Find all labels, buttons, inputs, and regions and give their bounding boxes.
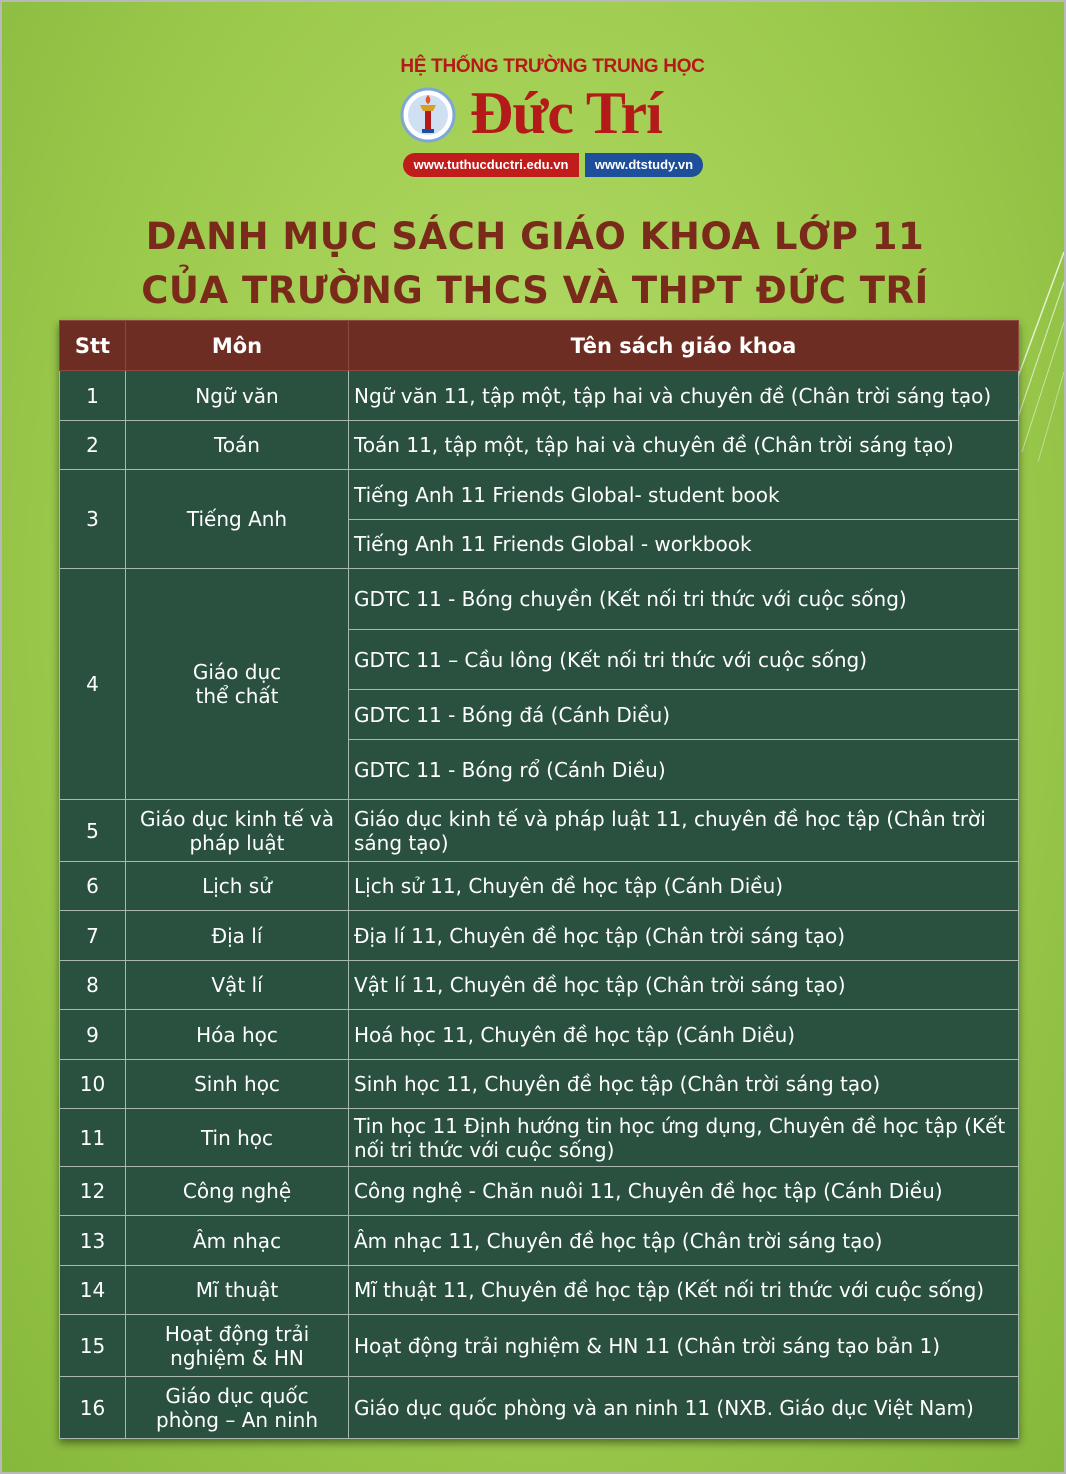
cell-stt: 3 [60,470,126,569]
cell-book: Giáo dục quốc phòng và an ninh 11 (NXB. Giáo dục Việt Nam) [349,1377,1019,1439]
cell-stt: 6 [60,862,126,911]
header-subject: Môn [126,321,349,371]
table-row [60,961,1019,1010]
cell-stt: 4 [60,569,126,800]
title-line-2: CỦA TRƯỜNG THCS VÀ THPT ĐỨC TRÍ [141,269,929,312]
subject-line: Giáo dục kinh tế và [139,806,335,831]
cell-subject [126,1377,349,1439]
logo-urls [403,153,703,177]
cell-book [349,800,1019,862]
cell-book: Âm nhạc 11, Chuyên đề học tập (Chân trời sáng tạo) [349,1216,1019,1266]
url-primary[interactable]: www.tuthucductri.edu.vn [403,153,579,177]
cell-book: GDTC 11 - Bóng đá (Cánh Diều) [349,690,1019,740]
cell-subject: Địa lí [126,911,349,961]
table-row [60,911,1019,961]
table-row [60,569,1019,630]
cell-stt: 9 [60,1010,126,1060]
cell-subject: Sinh học [126,1060,349,1109]
page-title [2,210,1066,318]
cell-subject: Toán [126,421,349,470]
table-row [60,1167,1019,1216]
cell-book: Hoá học 11, Chuyên đề học tập (Cánh Diều) [349,1010,1019,1060]
header-book: Tên sách giáo khoa [349,321,1019,371]
cell-stt: 13 [60,1216,126,1266]
table-row [60,1266,1019,1315]
subject-line: Giáo dục [192,660,282,684]
table-header-row [60,321,1019,371]
book-line: nối tri thức với cuộc sống) [354,1137,615,1162]
cell-stt: 14 [60,1266,126,1315]
subject-line: phòng – An ninh [156,1407,318,1432]
table-row [60,470,1019,520]
cell-book: Tiếng Anh 11 Friends Global- student book [349,470,1019,520]
table-row [60,421,1019,470]
cell-stt: 7 [60,911,126,961]
table-row [60,1060,1019,1109]
cell-subject [126,800,349,862]
book-line: sáng tạo) [354,830,449,855]
cell-book: Hoạt động trải nghiệm & HN 11 (Chân trời sáng tạo bản 1) [349,1315,1019,1377]
subject-line: Giáo dục quốc [165,1383,309,1408]
table-row [60,371,1019,421]
cell-subject: Hóa học [126,1010,349,1060]
cell-stt: 5 [60,800,126,862]
cell-book: GDTC 11 - Bóng rổ (Cánh Diều) [349,740,1019,800]
subject-line: Hoạt động trải [164,1321,310,1346]
book-line: Tin học 11 Định hướng tin học ứng dụng, Chuyên đề học tập (Kết [354,1113,1006,1138]
subject-line: thể chất [195,684,279,708]
cell-subject: Ngữ văn [126,371,349,421]
logo-school-name: Đức Trí [470,80,662,146]
cell-subject: Tin học [126,1109,349,1167]
cell-book: Mĩ thuật 11, Chuyên đề học tập (Kết nối tri thức với cuộc sống) [349,1266,1019,1315]
cell-subject: Vật lí [126,961,349,1010]
cell-book: Lịch sử 11, Chuyên đề học tập (Cánh Diều) [349,862,1019,911]
table-row [60,1010,1019,1060]
cell-book: Sinh học 11, Chuyên đề học tập (Chân trời sáng tạo) [349,1060,1019,1109]
header-stt: Stt [60,321,126,371]
cell-stt: 11 [60,1109,126,1167]
table-row [60,1377,1019,1439]
cell-stt: 16 [60,1377,126,1439]
table-row [60,1216,1019,1266]
book-line: Giáo dục kinh tế và pháp luật 11, chuyên đề học tập (Chân trời [354,806,986,831]
subject-line: nghiệm & HN [170,1345,304,1370]
cell-book: Ngữ văn 11, tập một, tập hai và chuyên đề (Chân trời sáng tạo) [349,371,1019,421]
cell-book: Công nghệ - Chăn nuôi 11, Chuyên đề học tập (Cánh Diều) [349,1167,1019,1216]
cell-stt: 1 [60,371,126,421]
cell-book: Toán 11, tập một, tập hai và chuyên đề (Chân trời sáng tạo) [349,421,1019,470]
cell-subject [126,1315,349,1377]
textbook-table [59,320,1019,1439]
table-row [60,1109,1019,1167]
logo-network-text: HỆ THỐNG TRƯỜNG TRUNG HỌC [400,56,705,77]
cell-stt: 8 [60,961,126,1010]
title-line-1: DANH MỤC SÁCH GIÁO KHOA LỚP 11 [145,215,925,258]
cell-stt: 10 [60,1060,126,1109]
school-logo [400,56,705,181]
cell-book: GDTC 11 - Bóng chuyền (Kết nối tri thức với cuộc sống) [349,569,1019,630]
cell-subject: Mĩ thuật [126,1266,349,1315]
table-row [60,862,1019,911]
cell-book: Địa lí 11, Chuyên đề học tập (Chân trời sáng tạo) [349,911,1019,961]
cell-subject [126,569,349,800]
cell-subject: Tiếng Anh [126,470,349,569]
torch-emblem-icon [400,87,456,143]
cell-subject: Lịch sử [126,862,349,911]
cell-book: GDTC 11 – Cầu lông (Kết nối tri thức với cuộc sống) [349,630,1019,690]
table-row [60,800,1019,862]
cell-stt: 12 [60,1167,126,1216]
cell-book: Vật lí 11, Chuyên đề học tập (Chân trời sáng tạo) [349,961,1019,1010]
url-secondary[interactable]: www.dtstudy.vn [585,153,703,177]
cell-stt: 15 [60,1315,126,1377]
cell-book: Tiếng Anh 11 Friends Global - workbook [349,520,1019,569]
cell-subject: Công nghệ [126,1167,349,1216]
cell-subject: Âm nhạc [126,1216,349,1266]
cell-stt: 2 [60,421,126,470]
cell-book [349,1109,1019,1167]
subject-line: pháp luật [189,830,285,855]
table-row [60,1315,1019,1377]
